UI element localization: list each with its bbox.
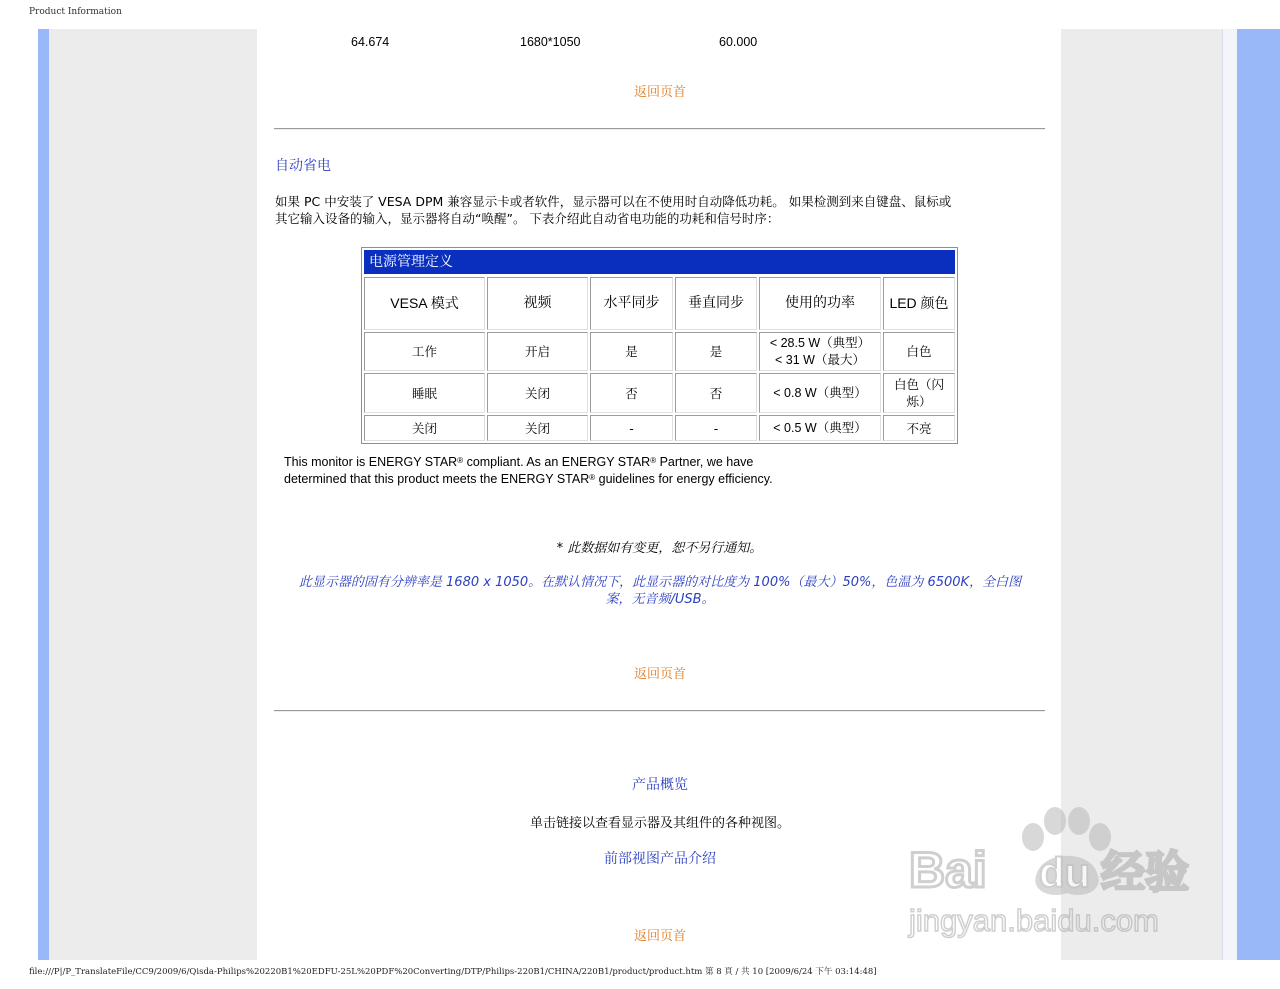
table-header-cell: LED 颜色 xyxy=(883,277,955,330)
right-scroll-strip xyxy=(1222,29,1238,960)
page-header-label: Product Information xyxy=(29,7,122,17)
back-to-top-link[interactable]: 返回页首 xyxy=(633,667,686,682)
table-cell: 是 xyxy=(675,332,757,371)
table-cell: 白色 xyxy=(883,332,955,371)
divider xyxy=(274,128,1045,130)
table-cell: 不亮 xyxy=(883,415,955,441)
left-gray-panel xyxy=(49,29,257,960)
baidu-jingyan-watermark xyxy=(905,795,1205,940)
registered-mark: ® xyxy=(457,456,464,465)
registered-mark: ® xyxy=(650,456,657,465)
table-header-cell: 垂直同步 xyxy=(675,277,757,330)
table-header-cell: 水平同步 xyxy=(590,277,673,330)
resolution-note-line-2: 案，无音频/USB。 xyxy=(605,592,715,607)
table-cell: 关闭 xyxy=(487,415,588,441)
table-cell: < 0.8 W（典型） xyxy=(759,373,881,413)
product-overview-description: 单击链接以查看显示器及其组件的各种视图。 xyxy=(529,816,790,831)
energy-star-statement xyxy=(284,454,844,488)
table-cell: 否 xyxy=(675,373,757,413)
table-cell: 工作 xyxy=(364,332,485,371)
baidu-paw-logo xyxy=(905,795,1205,940)
table-cell: 白色（闪烁） xyxy=(883,373,955,413)
back-to-top-link[interactable]: 返回页首 xyxy=(633,929,686,944)
change-notice: * 此数据如有变更，恕不另行通知。 xyxy=(556,541,763,556)
description-line-2: 其它输入设备的输入，显示器将自动“唤醒”。 下表介绍此自动省电功能的功耗和信号时序： xyxy=(275,211,780,226)
product-overview-title: 产品概览 xyxy=(632,777,688,793)
watermark-du: du xyxy=(1039,849,1091,896)
table-cell: 是 xyxy=(590,332,673,371)
front-view-link[interactable]: 前部视图产品介绍 xyxy=(604,851,716,867)
energy-text: Partner, we have xyxy=(656,455,754,469)
power-table-title: 电源管理定义 xyxy=(364,250,955,274)
top-row-resolution: 1680*1050 xyxy=(520,35,581,49)
divider xyxy=(274,710,1045,712)
table-cell: < 28.5 W（典型） < 31 W（最大） xyxy=(759,332,881,371)
resolution-note-line-1: 此显示器的固有分辨率是 1680 x 1050。在默认情况下，此显示器的对比度为 100%（最大）50%，色温为 6500K，全白图 xyxy=(298,575,1022,590)
top-row-frequency: 64.674 xyxy=(351,35,390,49)
watermark-jingyan: 经验 xyxy=(1101,847,1189,898)
top-row-refresh: 60.000 xyxy=(719,35,758,49)
back-to-top-link[interactable]: 返回页首 xyxy=(633,85,686,100)
section-title-power-saving: 自动省电 xyxy=(275,158,331,174)
energy-text: determined that this product meets the ENERGY STAR xyxy=(284,472,590,486)
registered-mark: ® xyxy=(589,473,596,482)
watermark-bai: Bai xyxy=(909,842,987,898)
table-cell: 开启 xyxy=(487,332,588,371)
page-footer-path: file:///P|/P_TranslateFile/CC9/2009/6/Qisda-Philips%20220B1%20EDFU-25L%20PDF%20Converting/DTP/Philips-220B1/CHINA/220B1/product/product.htm 第 8 頁 / 共 10 [2009/6/24 下午 03:14:48] xyxy=(29,967,877,977)
table-cell: 关闭 xyxy=(487,373,588,413)
energy-text: guidelines for energy efficiency. xyxy=(595,472,773,486)
power-saving-description xyxy=(275,193,1015,227)
table-cell: - xyxy=(675,415,757,441)
table-cell: - xyxy=(590,415,673,441)
right-blue-bar xyxy=(1237,29,1280,960)
resolution-note xyxy=(290,574,1030,608)
table-header-cell: 使用的功率 xyxy=(759,277,881,330)
table-header-cell: VESA 模式 xyxy=(364,277,485,330)
table-cell: 关闭 xyxy=(364,415,485,441)
table-cell: 睡眠 xyxy=(364,373,485,413)
energy-text: This monitor is ENERGY STAR xyxy=(284,455,458,469)
watermark-url: jingyan.baidu.com xyxy=(909,903,1159,938)
table-cell: 否 xyxy=(590,373,673,413)
left-blue-bar xyxy=(38,29,49,960)
table-cell: < 0.5 W（典型） xyxy=(759,415,881,441)
table-header-cell: 视频 xyxy=(487,277,588,330)
description-line-1: 如果 PC 中安装了 VESA DPM 兼容显示卡或者软件，显示器可以在不使用时自动降低功耗。 如果检测到来自键盘、鼠标或 xyxy=(275,194,952,209)
energy-text: compliant. As an ENERGY STAR xyxy=(463,455,651,469)
